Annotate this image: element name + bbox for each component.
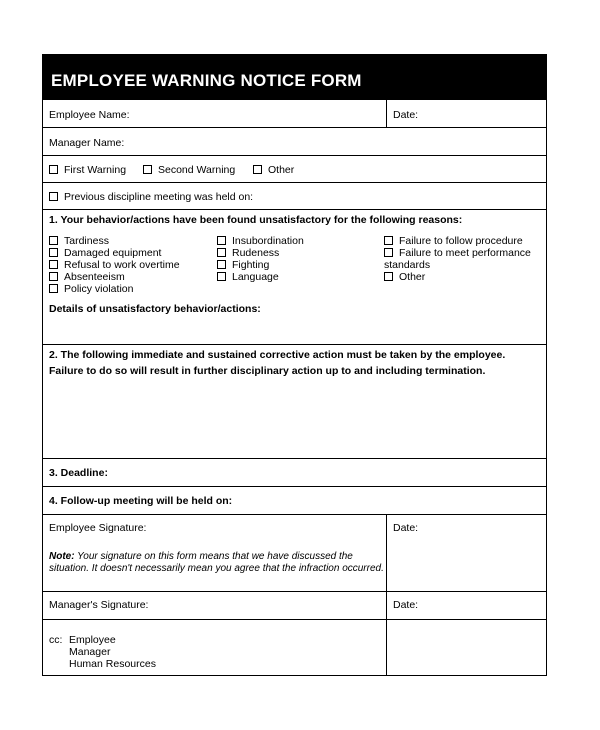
employee-signature-date-cell[interactable] xyxy=(386,515,546,591)
bottom-rule xyxy=(42,675,547,676)
reason-insubordination[interactable] xyxy=(217,235,304,247)
cc-row xyxy=(43,619,546,675)
checkbox[interactable] xyxy=(384,248,393,257)
manager-signature-label: Manager's Signature: xyxy=(49,599,149,611)
checkbox[interactable] xyxy=(143,165,152,174)
reason-language[interactable] xyxy=(217,271,279,283)
reason-label: Policy violation xyxy=(64,283,134,295)
reason-label: Damaged equipment xyxy=(64,247,162,259)
reason-label: Rudeness xyxy=(232,247,280,259)
checkbox[interactable] xyxy=(49,284,58,293)
checkbox[interactable] xyxy=(253,165,262,174)
cc-recipient: Manager xyxy=(69,646,111,658)
reason-tardiness[interactable] xyxy=(49,235,109,247)
section-2[interactable] xyxy=(43,344,546,458)
checkbox[interactable] xyxy=(217,260,226,269)
employee-signature-row xyxy=(43,514,546,591)
reason-failure-performance-cont: standards xyxy=(384,259,431,271)
previous-meeting-row xyxy=(43,182,546,209)
reason-refusal-overtime[interactable] xyxy=(49,259,180,271)
employee-signature-date-label: Date: xyxy=(393,522,419,534)
reason-label: Language xyxy=(232,271,279,283)
section-1 xyxy=(43,209,546,344)
reason-label: Failure to follow procedure xyxy=(399,235,523,247)
employee-date-label: Date: xyxy=(393,109,419,121)
note-label: Note: xyxy=(49,551,75,562)
section-1-heading: 1. Your behavior/actions have been found unsatisfactory for the following reasons: xyxy=(49,214,463,226)
follow-up-label: 4. Follow-up meeting will be held on: xyxy=(49,495,233,507)
other-warning-option[interactable] xyxy=(253,164,294,176)
warning-type-row xyxy=(43,155,546,182)
reason-label: Failure to meet performance xyxy=(399,247,531,259)
cc-recipient: Human Resources xyxy=(69,658,156,670)
cc-label: cc: xyxy=(49,634,63,646)
checkbox[interactable] xyxy=(384,236,393,245)
checkbox[interactable] xyxy=(49,260,58,269)
form-title: EMPLOYEE WARNING NOTICE FORM xyxy=(43,55,546,99)
reason-damaged-equipment[interactable] xyxy=(49,247,161,259)
previous-meeting-label: Previous discipline meeting was held on: xyxy=(64,191,254,203)
cc-right-cell xyxy=(386,620,546,675)
manager-signature-date-label: Date: xyxy=(393,599,419,611)
signature-note xyxy=(49,551,389,574)
reason-label: Tardiness xyxy=(64,235,109,247)
reason-label: Absenteeism xyxy=(64,271,125,283)
checkbox[interactable] xyxy=(49,272,58,281)
checkbox[interactable] xyxy=(217,272,226,281)
checkbox[interactable] xyxy=(217,236,226,245)
employee-name-row xyxy=(43,99,546,127)
note-text: Your signature on this form means that we have discussed the situation. It doesn't necessarily mean you agree that the infraction occurred. xyxy=(49,551,384,574)
warning-notice-form xyxy=(42,54,547,675)
manager-signature-date-cell[interactable] xyxy=(386,592,546,619)
reason-failure-performance[interactable] xyxy=(384,247,531,259)
reason-label: Fighting xyxy=(232,259,270,271)
reason-label: Other xyxy=(399,271,426,283)
section-2-line-1: 2. The following immediate and sustained corrective action must be taken by the employee. xyxy=(49,349,506,361)
first-warning-option[interactable] xyxy=(49,164,126,176)
checkbox[interactable] xyxy=(384,272,393,281)
section-3-deadline[interactable] xyxy=(43,458,546,486)
section-4-follow-up[interactable] xyxy=(43,486,546,514)
section-2-line-2: Failure to do so will result in further disciplinary action up to and including termination. xyxy=(49,365,486,377)
checkbox[interactable] xyxy=(49,165,58,174)
reason-failure-procedure[interactable] xyxy=(384,235,523,247)
cc-recipient: Employee xyxy=(69,634,116,646)
reason-label: Insubordination xyxy=(232,235,304,247)
second-warning-option[interactable] xyxy=(143,164,235,176)
employee-name-label: Employee Name: xyxy=(49,109,130,121)
checkbox[interactable] xyxy=(49,236,58,245)
checkbox[interactable] xyxy=(217,248,226,257)
reason-policy-violation[interactable] xyxy=(49,283,133,295)
manager-name-label: Manager Name: xyxy=(49,137,125,149)
employee-signature-label: Employee Signature: xyxy=(49,522,147,534)
reason-fighting[interactable] xyxy=(217,259,269,271)
reason-label: Refusal to work overtime xyxy=(64,259,180,271)
employee-date-cell[interactable] xyxy=(386,100,546,127)
second-warning-label: Second Warning xyxy=(158,164,236,176)
reason-other[interactable] xyxy=(384,271,425,283)
other-warning-label: Other xyxy=(268,164,295,176)
reason-absenteeism[interactable] xyxy=(49,271,125,283)
first-warning-label: First Warning xyxy=(64,164,127,176)
reason-rudeness[interactable] xyxy=(217,247,279,259)
deadline-label: 3. Deadline: xyxy=(49,467,108,479)
manager-name-row[interactable] xyxy=(43,127,546,155)
details-label: Details of unsatisfactory behavior/actions: xyxy=(49,303,261,315)
checkbox[interactable] xyxy=(49,248,58,257)
previous-meeting-option[interactable] xyxy=(49,191,253,203)
manager-signature-row xyxy=(43,591,546,619)
checkbox[interactable] xyxy=(49,192,58,201)
